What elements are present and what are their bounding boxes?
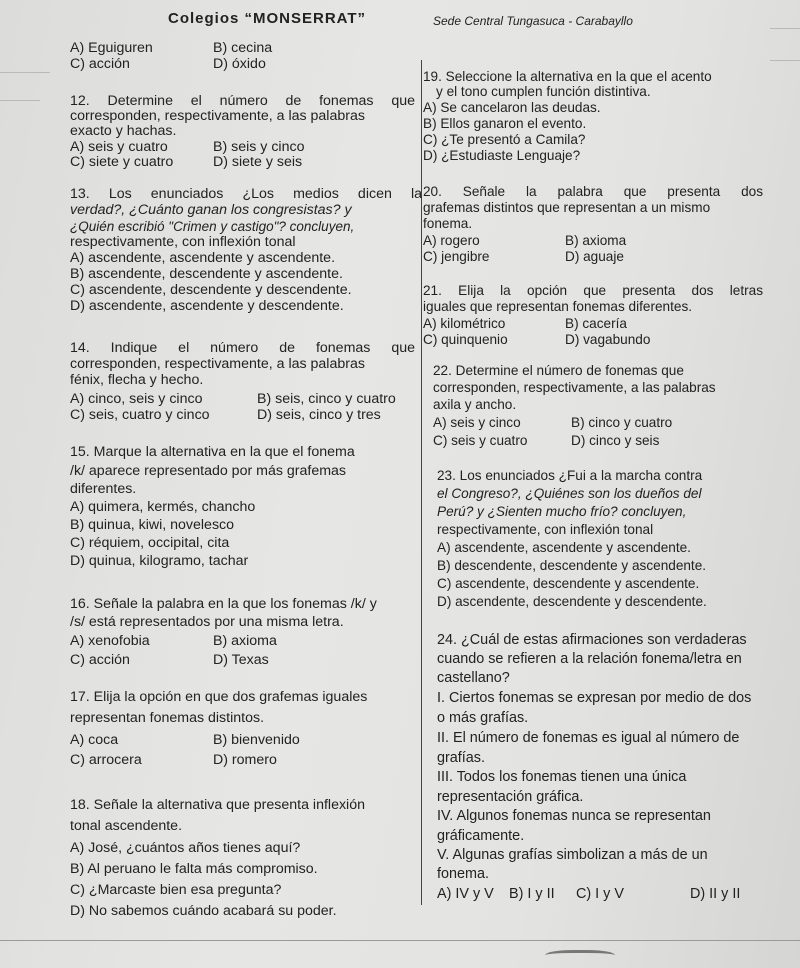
option: D) II y II xyxy=(690,886,741,902)
question-text: corresponden, respectivamente, a las palabras xyxy=(70,108,365,124)
question-text: verdad?, ¿Cuánto ganan los congresistas? y xyxy=(70,202,352,218)
question-text: 18. Señale la alternativa que presenta inflexión xyxy=(70,797,365,813)
statement: fonema. xyxy=(437,866,489,882)
question-text: Perú? y ¿Sienten mucho frío? concluyen, xyxy=(437,504,687,519)
statement: I. Ciertos fonemas se expresan por medio de dos xyxy=(437,690,752,706)
question-text: 21. Elija la opción que presenta dos letras xyxy=(423,283,763,298)
option: D) seis, cinco y tres xyxy=(257,407,381,423)
option: A) kilométrico xyxy=(423,316,506,331)
question-text: axila y ancho. xyxy=(433,397,517,412)
option: A) quimera, kermés, chancho xyxy=(70,499,256,515)
question-text: tonal ascendente. xyxy=(70,818,183,834)
question-text: 12. Determine el número de fonemas que xyxy=(70,93,415,109)
ruled-line xyxy=(0,100,40,101)
question-text: el Congreso?, ¿Quiénes son los dueños del xyxy=(437,486,702,501)
option: A) ascendente, ascendente y ascendente. xyxy=(70,250,336,266)
option: A) rogero xyxy=(423,233,480,248)
ruled-line xyxy=(770,60,800,61)
option: B) seis y cinco xyxy=(213,139,305,155)
question-text: diferentes. xyxy=(70,481,137,497)
campus-name: Sede Central Tungasuca - Carabayllo xyxy=(433,14,633,28)
option: D) Texas xyxy=(213,652,269,668)
question-text: corresponden, respectivamente, a las palabras xyxy=(433,380,716,395)
option: B) quinua, kiwi, novelesco xyxy=(70,517,235,533)
question-text: 22. Determine el número de fonemas que xyxy=(433,363,684,378)
option: D) No sabemos cuándo acabará su poder. xyxy=(70,903,337,919)
option: B) Al peruano le falta más compromiso. xyxy=(70,861,318,877)
question-text: 16. Señale la palabra en la que los fonemas /k/ y xyxy=(70,596,377,612)
page-bottom-line xyxy=(0,940,800,941)
option: D) óxido xyxy=(213,56,266,72)
school-name: Colegios “MONSERRAT” xyxy=(168,10,367,27)
option: A) ascendente, ascendente y ascendente. xyxy=(437,540,691,555)
option: B) axioma xyxy=(565,233,627,248)
option: C) arrocera xyxy=(70,752,142,768)
ink-mark xyxy=(545,950,615,963)
question-text: fonema. xyxy=(423,216,473,231)
option: D) romero xyxy=(213,752,277,768)
option: D) quinua, kilogramo, tachar xyxy=(70,553,249,569)
option: A) seis y cinco xyxy=(433,415,521,430)
option: B) cacería xyxy=(565,316,627,331)
question-text: respectivamente, con inflexión tonal xyxy=(437,522,654,537)
option: A) Se cancelaron las deudas. xyxy=(423,100,601,115)
question-text: 24. ¿Cuál de estas afirmaciones son verdaderas xyxy=(437,632,747,648)
option: A) cinco, seis y cinco xyxy=(70,391,203,407)
ruled-line xyxy=(0,72,50,73)
option: A) José, ¿cuántos años tienes aquí? xyxy=(70,840,301,856)
option: B) axioma xyxy=(213,633,277,649)
option: B) I y II xyxy=(509,886,555,902)
question-text: cuando se refieren a la relación fonema/letra en xyxy=(437,651,742,667)
statement: IV. Algunos fonemas nunca se representan xyxy=(437,808,711,824)
option: C) ascendente, descendente y ascendente. xyxy=(437,576,700,591)
statement: II. El número de fonemas es igual al número de xyxy=(437,730,740,746)
option: D) ascendente, ascendente y descendente. xyxy=(70,298,344,314)
statement: V. Algunas grafías simbolizan a más de un xyxy=(437,847,708,863)
question-text: 14. Indique el número de fonemas que xyxy=(70,340,415,356)
question-text: corresponden, respectivamente, a las palabras xyxy=(70,356,365,372)
statement: gráficamente. xyxy=(437,828,525,844)
question-text: representan fonemas distintos. xyxy=(70,710,265,726)
option: C) ascendente, descendente y descendente. xyxy=(70,282,352,298)
option: B) bienvenido xyxy=(213,732,300,748)
question-text: 17. Elija la opción en que dos grafemas iguales xyxy=(70,689,368,705)
question-text: /k/ aparece representado por más grafemas xyxy=(70,463,347,479)
option: A) xenofobia xyxy=(70,633,150,649)
question-text: 23. Los enunciados ¿Fui a la marcha contra xyxy=(437,468,703,483)
option: C) I y V xyxy=(576,886,624,902)
option: D) aguaje xyxy=(565,249,624,264)
question-text: 15. Marque la alternativa en la que el fonema xyxy=(70,444,355,460)
question-text: exacto y hachas. xyxy=(70,123,177,139)
option: C) siete y cuatro xyxy=(70,154,174,170)
option: C) ¿Marcaste bien esa pregunta? xyxy=(70,882,282,898)
statement: III. Todos los fonemas tienen una única xyxy=(437,769,687,785)
question-text: 20. Señale la palabra que presenta dos xyxy=(423,184,763,199)
option: D) siete y seis xyxy=(213,154,303,170)
question-text: ¿Quién escribió "Crimen y castigo"? concluyen, xyxy=(70,219,355,234)
question-text: respectivamente, con inflexión tonal xyxy=(70,234,296,250)
option: B) cinco y cuatro xyxy=(571,415,673,430)
question-text: iguales que representan fonemas diferentes. xyxy=(423,299,693,314)
statement: representación gráfica. xyxy=(437,789,584,805)
option: C) seis y cuatro xyxy=(433,433,528,448)
question-text: 13. Los enunciados ¿Los medios dicen la xyxy=(70,186,422,202)
option: D) cinco y seis xyxy=(571,433,660,448)
question-text: castellano? xyxy=(437,670,510,686)
statement: grafías. xyxy=(437,750,485,766)
option: B) ascendente, descendente y ascendente. xyxy=(70,266,343,282)
option: D) ¿Estudiaste Lenguaje? xyxy=(423,148,581,163)
option: A) Eguiguren xyxy=(70,40,153,56)
option: B) cecina xyxy=(213,40,273,56)
question-text: y el tono cumplen función distintiva. xyxy=(436,84,651,99)
option: B) Ellos ganaron el evento. xyxy=(423,116,587,131)
option: C) acción xyxy=(70,56,130,72)
option: A) IV y V xyxy=(437,886,494,902)
option: C) quinquenio xyxy=(423,332,508,347)
header xyxy=(168,6,760,34)
option: D) ascendente, descendente y descendente. xyxy=(437,594,707,609)
option: D) vagabundo xyxy=(565,332,651,347)
option: A) seis y cuatro xyxy=(70,139,168,155)
option: C) acción xyxy=(70,652,130,668)
question-text: 19. Seleccione la alternativa en la que el acento xyxy=(423,69,712,84)
option: C) ¿Te presentó a Camila? xyxy=(423,132,586,147)
option: C) réquiem, occipital, cita xyxy=(70,535,230,551)
option: C) jengibre xyxy=(423,249,490,264)
question-text: grafemas distintos que representan a un mismo xyxy=(423,200,711,215)
ruled-line xyxy=(770,28,800,29)
statement: o más grafías. xyxy=(437,710,529,726)
option: B) descendente, descendente y ascendente. xyxy=(437,558,707,573)
question-text: fénix, flecha y hecho. xyxy=(70,372,204,388)
option: B) seis, cinco y cuatro xyxy=(257,391,396,407)
option: C) seis, cuatro y cinco xyxy=(70,407,210,423)
option: A) coca xyxy=(70,732,119,748)
question-text: /s/ está representados por una misma letra. xyxy=(70,614,344,630)
